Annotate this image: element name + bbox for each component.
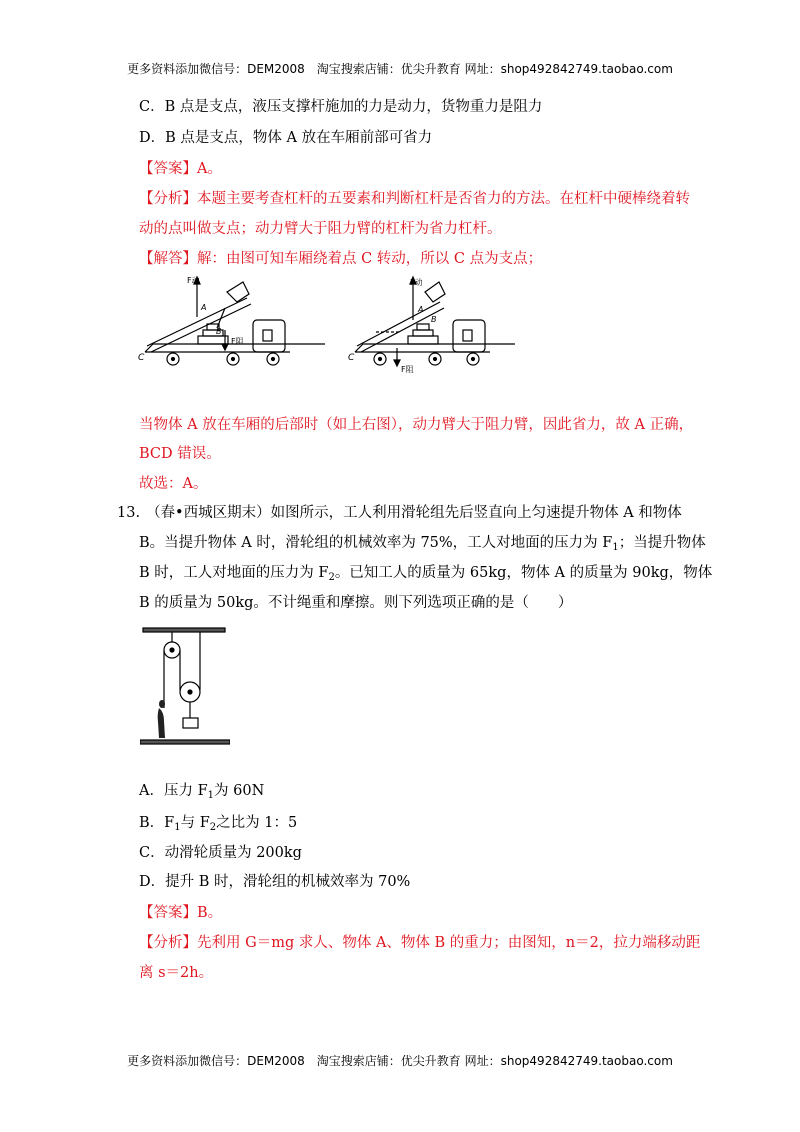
q13-answer: 【答案】B。 — [139, 905, 223, 921]
label-f-zu-left: F阻 — [231, 337, 244, 346]
pulley-figure — [140, 626, 230, 751]
q13-stem-line1 — [117, 503, 682, 523]
analysis-tag: 【分析】 — [139, 935, 197, 951]
page-footer: 更多资料添加微信号：DEM2008 淘宝搜索店铺：优尖升教育 网址：shop492842749.taobao.com — [127, 1054, 673, 1068]
worker-figure — [158, 700, 165, 738]
q13-option-b: B．$F_1$与 $F_2$之比为 1：5 — [139, 815, 298, 833]
label-f-zu-right: F阻 — [401, 365, 414, 374]
label-a-right: A — [418, 305, 424, 314]
q12-final: 故选：A。 — [139, 476, 208, 492]
q12-answer: 【答案】A。 — [139, 161, 222, 177]
q13-stem-line2: B。当提升物体 A 时，滑轮组的机械效率为 75%，工人对地面的压力为 $F_1$；当提升物体 — [139, 535, 706, 553]
label-b-left: B — [216, 327, 222, 336]
q13-stem-line4: B 的质量为 50kg。不计绳重和摩擦。则下列选项正确的是（ ） — [139, 595, 573, 611]
label-c-right: C — [348, 353, 355, 363]
q13-option-d: D．提升 B 时，滑轮组的机械效率为 70% — [139, 874, 411, 890]
q13-analysis-line2: 离 s＝2h。 — [139, 965, 214, 981]
label-c-left: C — [138, 353, 145, 363]
label-f-dong-right: F动 — [410, 278, 423, 287]
q12-solution-line3: BCD 错误。 — [139, 446, 221, 462]
solution-text: 解：由图可知车厢绕着点 C 转动，所以 C 点为支点； — [197, 251, 543, 267]
q12-solution-line2: 当物体 A 放在车厢的后部时（如上右图），动力臂大于阻力臂，因此省力，故 A 正确， — [139, 417, 694, 433]
q12-option-d: D．B 点是支点，物体 A 放在车厢前部可省力 — [139, 130, 433, 146]
label-a-left: A — [201, 303, 207, 312]
analysis-text: 先利用 G＝mg 求人、物体 A、物体 B 的重力；由图知，n＝2，拉力端移动距 — [197, 935, 701, 951]
analysis-tag: 【分析】 — [139, 191, 197, 207]
solution-tag: 【解答】 — [139, 251, 197, 267]
question-number: 13. — [117, 505, 141, 521]
q12-analysis-line1 — [139, 189, 690, 209]
truck-figure — [135, 272, 515, 384]
page-header: 更多资料添加微信号：DEM2008 淘宝搜索店铺：优尖升教育 网址：shop492842749.taobao.com — [127, 62, 673, 76]
q12-solution-line1 — [139, 249, 542, 269]
q13-stem-line3: B 时，工人对地面的压力为 $F_2$。已知工人的质量为 65kg，物体 A 的质量为 90kg，物体 — [139, 565, 713, 583]
analysis-text: 本题主要考查杠杆的五要素和判断杠杆是否省力的方法。在杠杆中硬棒绕着转 — [197, 191, 690, 207]
q12-option-c: C．B 点是支点，液压支撑杆施加的力是动力，货物重力是阻力 — [139, 99, 543, 115]
truck-left — [145, 277, 325, 365]
q12-analysis-line2: 动的点叫做支点；动力臂大于阻力臂的杠杆为省力杠杆。 — [139, 221, 502, 237]
q13-option-a: A．压力 $F_1$为 60N — [139, 783, 265, 801]
label-f-dong-left: F动 — [187, 276, 200, 285]
q13-option-c: C．动滑轮质量为 200kg — [139, 845, 302, 861]
stem-text: （春•西城区期末）如图所示，工人利用滑轮组先后竖直向上匀速提升物体 A 和物体 — [146, 505, 682, 521]
label-b-right: B — [431, 315, 437, 324]
q13-analysis-line1 — [139, 933, 700, 953]
